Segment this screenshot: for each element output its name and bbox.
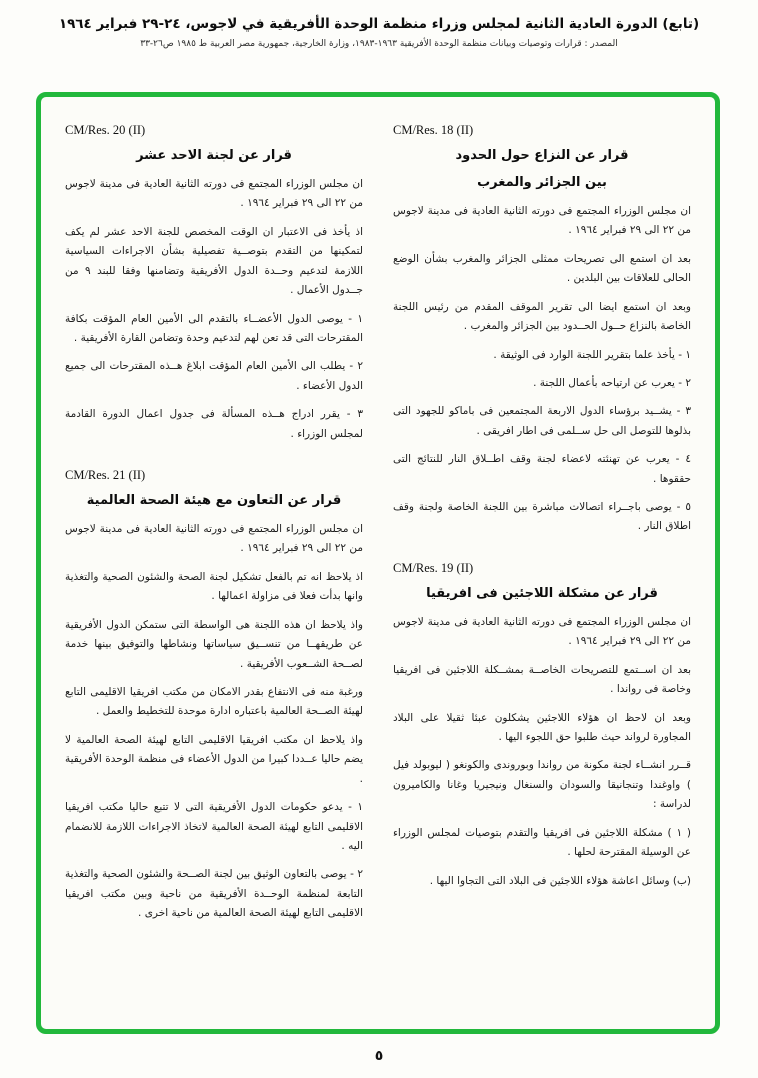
resolution-id: CM/Res. 21 (II)	[65, 468, 146, 483]
resolution-id: CM/Res. 18 (II)	[393, 123, 474, 137]
document-column-right	[393, 121, 691, 1013]
document-frame	[36, 92, 720, 1034]
resolution-paragraph: وبعد ان لاحظ ان هؤلاء اللاجئين يشكلون عبئا ثقيلا على البلاد المجاورة لرواند حيث طلبوا حق اللجوء اليها .	[393, 711, 691, 744]
resolution-paragraph: ١ - يأخذ علما بتقرير اللجنة الوارد فى الوثيقة .	[493, 348, 691, 361]
resolution-id: CM/Res. 20 (II)	[65, 123, 146, 137]
document-column-left	[65, 121, 363, 1013]
resolution-paragraph: واذ يلاحظ ان مكتب افريقيا الاقليمى التابع لهيئة الصحة العالمية لا يضم حاليا عــددا كبيرا من الدول الأعضاء فى منظمة الوحدة الأفريقية .	[65, 733, 363, 785]
resolution-title: قرار عن النزاع حول الحدود	[455, 148, 629, 163]
resolution-paragraph: ان مجلس الوزراء المجتمع فى دورته الثانية العادية فى مدينة لاجوس من ٢٢ الى ٢٩ فبراير ١٩٦٤ .	[65, 523, 363, 555]
resolution-paragraph: واذ يلاحظ ان هذه اللجنة هى الواسطة التى ستمكن الدول الأفريقية عن طريقهــا من تنســيق سياساتها ونشاطها والتوفيق بينها خدمة لصــحة الشــعوب الأفريقية .	[65, 618, 363, 670]
resolution-paragraph: ٢ - يوصى بالتعاون الوثيق بين لجنة الصــحة والشئون الصحية والتغذية التابعة لمنظمة الوحــدة الأفريقية من ناحية وبين مكتب افريقيا الاقليمى التابع لهيئة الصحة العالمية من ناحية اخرى .	[65, 868, 363, 920]
document-source-line: المصدر : قرارات وتوصيات وبيانات منظمة الوحدة الأفريقية ١٩٦٣-١٩٨٣، وزارة الخارجية، جمهورية مصر العربية ط ١٩٨٥ ص٢٦-٣٣	[140, 39, 618, 49]
resolution-paragraph: ١ - يدعو حكومات الدول الأفريقية التى لا تتبع حاليا مكتب افريقيا الاقليمى التابع لهيئة الصحة العالمية لاتخاذ الاجراءات اللازمة للانضمام اليه .	[65, 801, 363, 852]
page-number: ٥	[374, 1048, 384, 1064]
resolution-paragraph: ٣ - يشــيد برؤساء الدول الاربعة المجتمعين فى باماكو للجهود التى بذلوها للتوصل الى حل ســلمى فى اطار افريقى .	[393, 405, 691, 437]
resolution-paragraph: ٢ - يعرب عن ارتياحه بأعمال اللجنة .	[533, 376, 691, 389]
resolution-paragraph: ٤ - يعرب عن تهنئته لاعضاء لجنة وقف اطــلاق النار للنتائج التى حققوها .	[393, 453, 691, 485]
resolution-paragraph: اذ يأخذ فى الاعتبار ان الوقت المخصص للجنة الاحد عشر لم يكف لتمكينها من التقدم بتوصــية تفصيلية بشأن الاجراءات السياسية اللازمة لتدعيم وحــدة الدول الأفريقية وتضامنها وفقا للبند ٩ من جــدول الأعمال .	[65, 225, 363, 297]
resolution-paragraph: ان مجلس الوزراء المجتمع فى دورته الثانية العادية فى مدينة لاجوس من ٢٢ الى ٢٩ فبراير ١٩٦٤ .	[393, 205, 691, 237]
resolution-title: قرار عن التعاون مع هيئة الصحة العالمية	[86, 493, 342, 509]
resolution-title: بين الجزائر والمغرب	[477, 175, 607, 190]
resolution-paragraph: ورغبة منه فى الانتفاع بقدر الامكان من مكتب افريقيا الاقليمى التابع لهيئة الصــحة العالمية باعتباره ادارة موحدة للتخطيط والعمل .	[65, 686, 363, 718]
resolution-paragraph: بعد ان استمع الى تصريحات ممثلى الجزائر والمغرب بشأن الوضع الحالى للعلاقات بين البلدين .	[393, 252, 691, 285]
resolution-paragraph: وبعد ان استمع ايضا الى تقرير الموقف المقدم من رئيس اللجنة الخاصة بالنزاع حــول الحــدود بين الجزائر والمغرب .	[393, 300, 691, 333]
resolution-title: قرار عن لجنة الاحد عشر	[136, 148, 292, 163]
resolution-paragraph: (ب) وسائل اعاشة هؤلاء اللاجئين فى البلاد التى التجاوا اليها .	[429, 874, 691, 887]
page-header	[0, 0, 758, 49]
resolution-paragraph: ١ - يوصى الدول الأعضــاء بالتقدم الى الأمين العام المؤقت بكافة المقترحات التى قد تعن لهم لتدعيم وحدة وتضامن القارة الأفريقية .	[65, 312, 363, 344]
resolution-paragraph: ان مجلس الوزراء المجتمع فى دورته الثانية العادية فى مدينة لاجوس من ٢٢ الى ٢٩ فبراير ١٩٦٤ .	[65, 178, 363, 210]
resolution-paragraph: ٥ - يوصى باجــراء اتصالات مباشرة بين اللجنة الخاصة ولجنة وقف اطلاق النار .	[393, 501, 691, 533]
resolution-title: قرار عن مشكلة اللاجئين فى افريقيا	[426, 585, 658, 601]
resolution-paragraph: ( ١ ) مشكلة اللاجئين فى افريقيا والتقدم بتوصيات لمجلس الوزراء عن الوسيلة المقترحة لحلها .	[393, 826, 691, 859]
resolution-paragraph: ٣ - يقرر ادراج هــذه المسألة فى جدول اعمال الدورة القادمة لمجلس الوزراء .	[65, 408, 363, 440]
document-columns	[41, 97, 715, 1029]
document-header-title: (تابع) الدورة العادية الثانية لمجلس وزراء منظمة الوحدة الأفريقية في لاجوس، ٢٤-٢٩ فبراير ١٩٦٤	[58, 16, 700, 32]
resolution-id: CM/Res. 19 (II)	[393, 560, 474, 575]
resolution-paragraph: ان مجلس الوزراء المجتمع فى دورته الثانية العادية فى مدينة لاجوس من ٢٢ الى ٢٩ فبراير ١٩٦٤ .	[393, 615, 691, 648]
resolution-paragraph: ٢ - يطلب الى الأمين العام المؤقت ابلاغ هــذه المقترحات الى جميع الدول الأعضاء .	[65, 360, 363, 392]
resolution-paragraph: بعد ان اســتمع للتصريحات الخاصــة بمشــكلة اللاجئين فى افريقيا وخاصة فى رواندا .	[393, 663, 691, 696]
resolution-paragraph: اذ يلاحظ انه تم بالفعل تشكيل لجنة الصحة والشئون الصحية والتغذية وانها بدأت فعلا فى مزاولة اعمالها .	[65, 570, 363, 603]
resolution-paragraph: قــرر انشــاء لجنة مكونة من رواندا وبوروندى والكونغو ( ليوبولد فيل ) واوغندا وتنجانيقا والسودان والسنغال ونيجيريا وغانا والكاميرون لدراسة :	[393, 759, 691, 811]
